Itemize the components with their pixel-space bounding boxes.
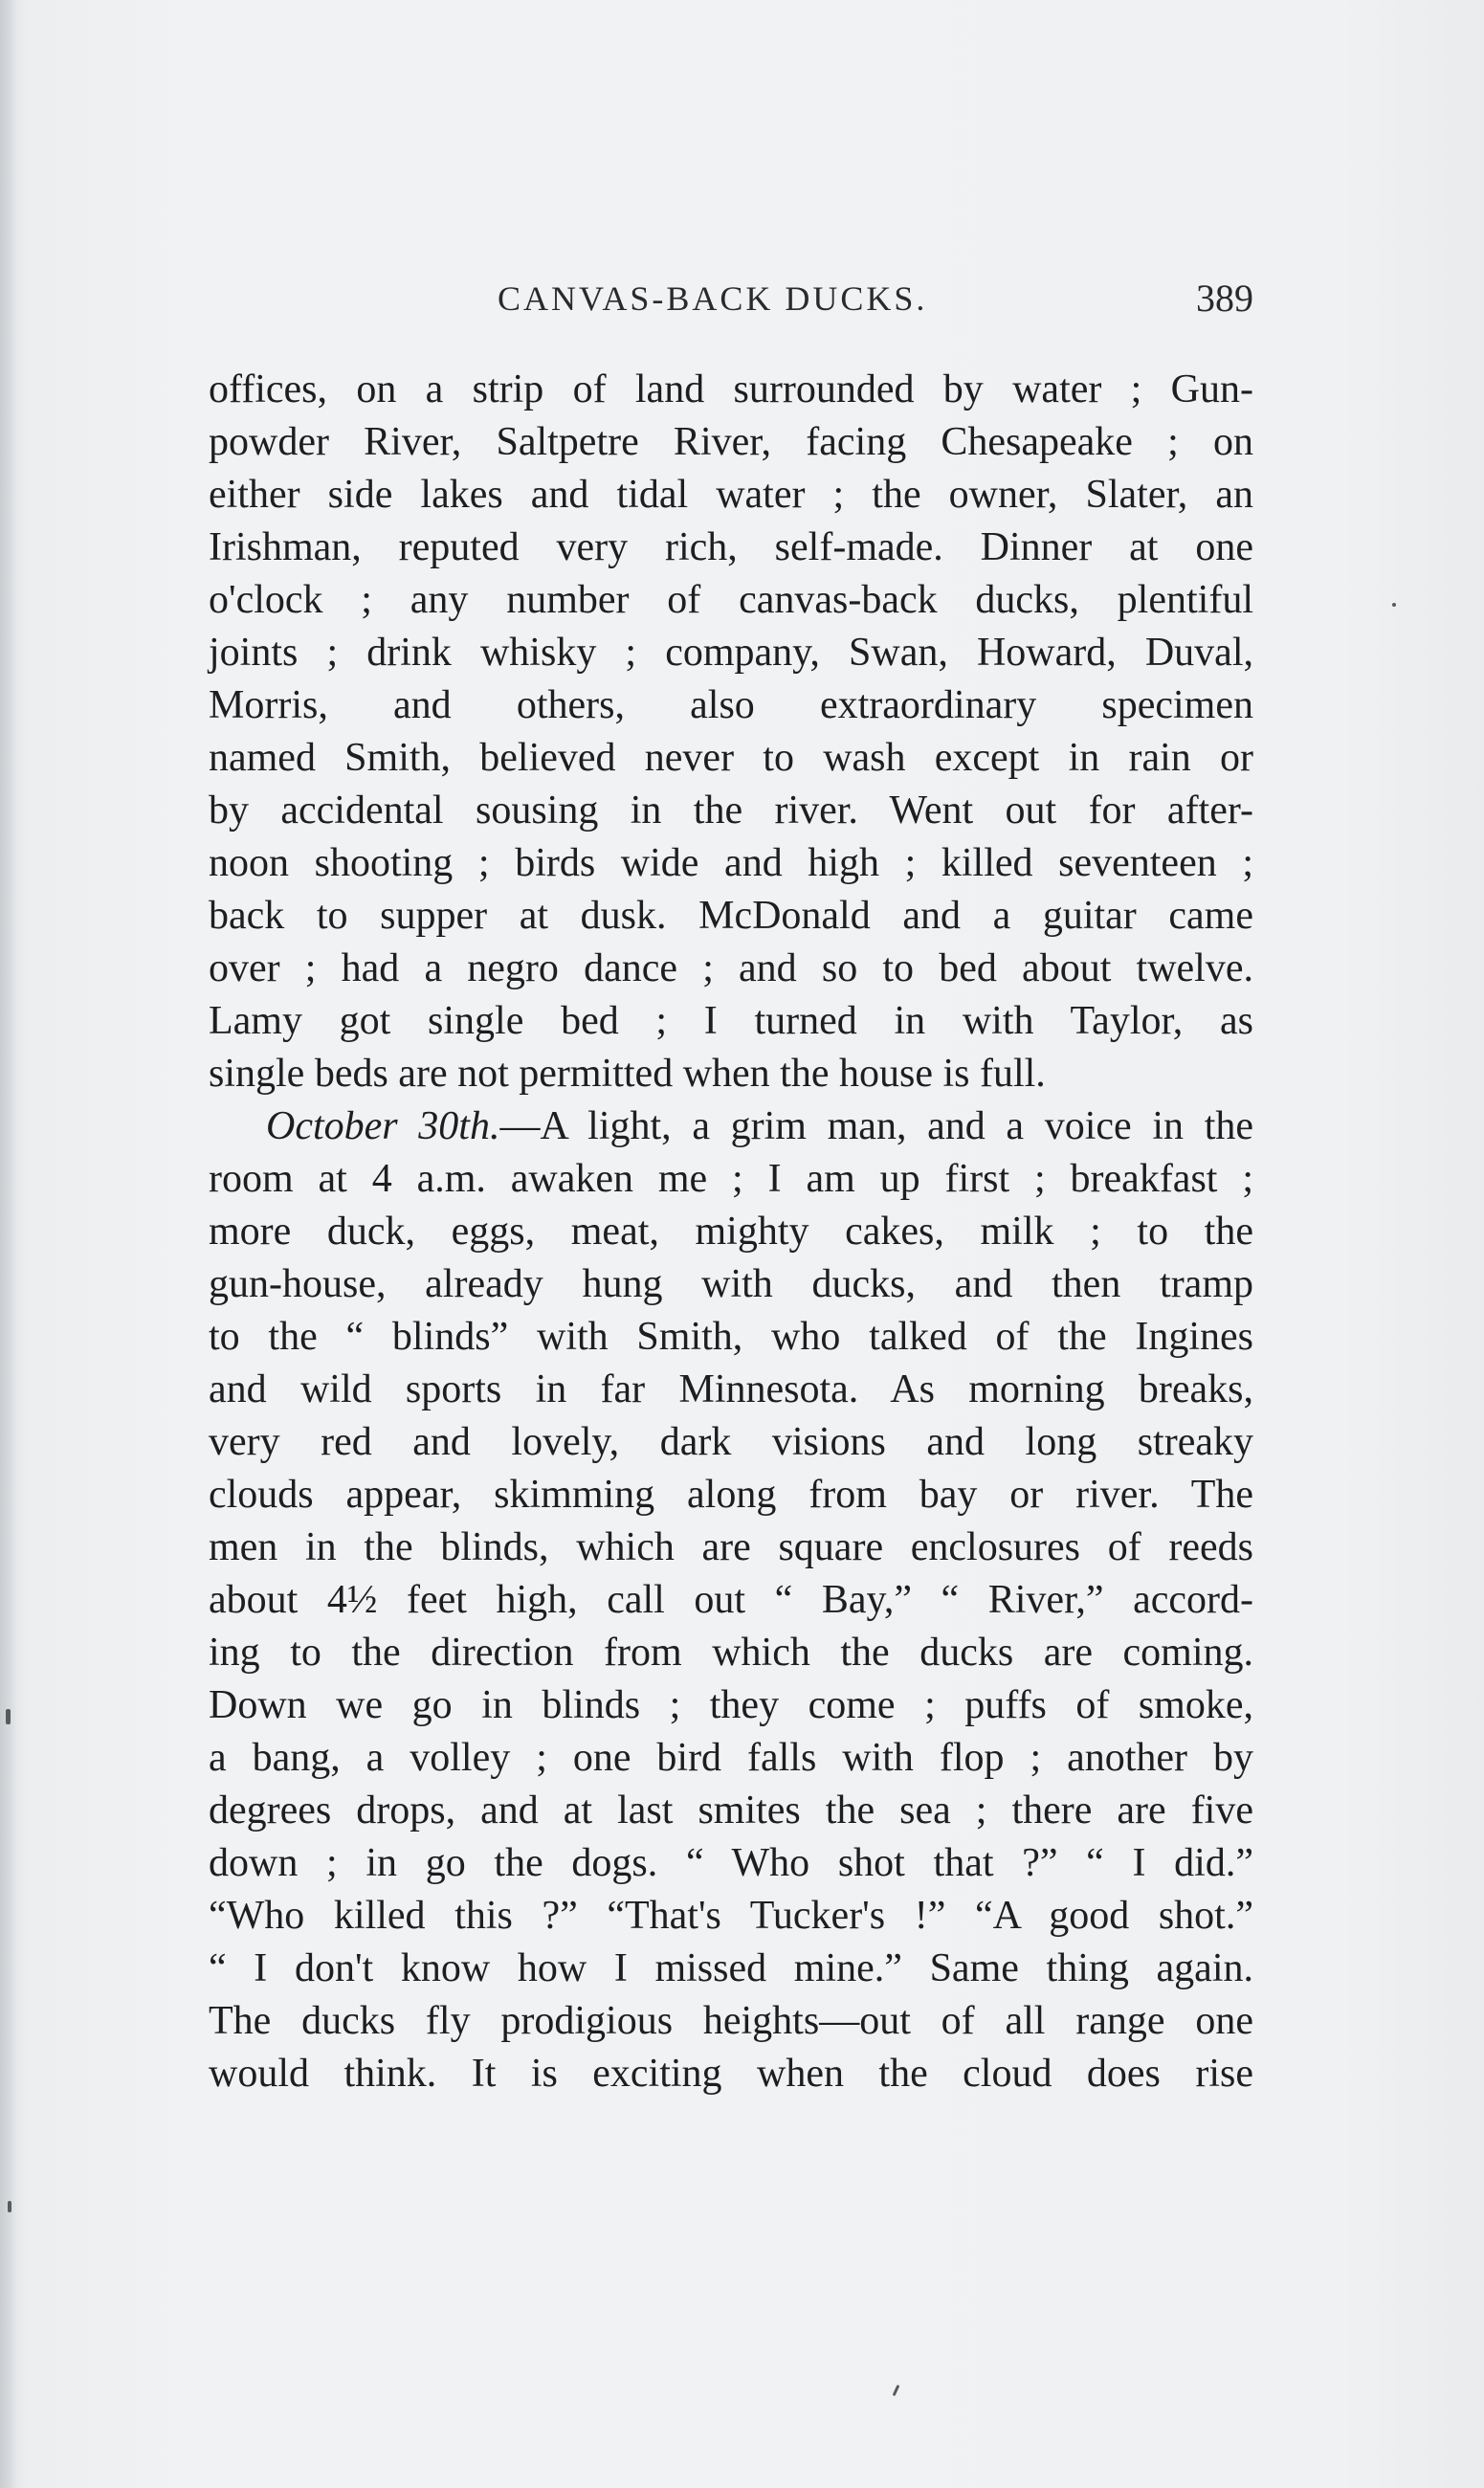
text-line: room at 4 a.m. awaken me ; I am up first ; breakfast ; bbox=[209, 1157, 1253, 1201]
text-line: would think. It is exciting when the cloud does rise bbox=[209, 2052, 1253, 2096]
text-line: “Who killed this ?” “That's Tucker's !” “A good shot.” bbox=[209, 1894, 1253, 1938]
running-title: CANVAS-BACK DUCKS. bbox=[498, 279, 928, 318]
text-line: powder River, Saltpetre River, facing Chesapeake ; on bbox=[209, 420, 1253, 464]
text-line: either side lakes and tidal water ; the owner, Slater, an bbox=[209, 473, 1253, 517]
text-line: degrees drops, and at last smites the sea ; there are five bbox=[209, 1788, 1253, 1833]
text-line: back to supper at dusk. McDonald and a guitar came bbox=[209, 894, 1253, 938]
scan-speck bbox=[893, 2385, 900, 2396]
text-line: down ; in go the dogs. “ Who shot that ?” “ I did.” bbox=[209, 1841, 1253, 1885]
text-line: The ducks fly prodigious heights—out of all range one bbox=[209, 1999, 1253, 2043]
text-line: Irishman, reputed very rich, self-made. Dinner at one bbox=[209, 525, 1253, 569]
paragraph-start-line bbox=[209, 1100, 1253, 1153]
text-line: Morris, and others, also extraordinary specimen bbox=[209, 683, 1253, 727]
text-line: “ I don't know how I missed mine.” Same thing again. bbox=[209, 1946, 1253, 1990]
scan-speck bbox=[1392, 603, 1396, 607]
text-line: single beds are not permitted when the house is full. bbox=[209, 1052, 1046, 1096]
text-line: gun-house, already hung with ducks, and then tramp bbox=[209, 1262, 1253, 1306]
date-heading: October 30th. bbox=[266, 1104, 500, 1148]
text-line: Lamy got single bed ; I turned in with Taylor, as bbox=[209, 999, 1253, 1043]
text-line: over ; had a negro dance ; and so to bed about twelve. bbox=[209, 946, 1253, 990]
text-line: more duck, eggs, meat, mighty cakes, milk ; to the bbox=[209, 1210, 1253, 1254]
text-line: by accidental sousing in the river. Went out for after- bbox=[209, 789, 1253, 833]
page-header bbox=[498, 270, 1253, 327]
text-line: to the “ blinds” with Smith, who talked of the Ingines bbox=[209, 1315, 1253, 1359]
body-text bbox=[209, 364, 1253, 2100]
scan-speck bbox=[8, 2201, 11, 2212]
text-line: very red and lovely, dark visions and long streaky bbox=[209, 1420, 1253, 1464]
scan-speck bbox=[6, 1709, 11, 1724]
text-line: men in the blinds, which are square enclosures of reeds bbox=[209, 1525, 1253, 1569]
page-number: 389 bbox=[1196, 277, 1253, 320]
text-line: o'clock ; any number of canvas-back ducks, plentiful bbox=[209, 578, 1253, 622]
text-line: and wild sports in far Minnesota. As morning breaks, bbox=[209, 1367, 1253, 1411]
text-line: Down we go in blinds ; they come ; puffs of smoke, bbox=[209, 1683, 1253, 1727]
text-line: offices, on a strip of land surrounded by water ; Gun- bbox=[209, 367, 1253, 411]
text-line: joints ; drink whisky ; company, Swan, Howard, Duval, bbox=[209, 631, 1253, 675]
text-line: clouds appear, skimming along from bay or river. The bbox=[209, 1473, 1253, 1517]
spine-shadow bbox=[0, 0, 17, 2488]
text-line: about 4½ feet high, call out “ Bay,” “ River,” accord- bbox=[209, 1578, 1253, 1622]
text-line: noon shooting ; birds wide and high ; killed seventeen ; bbox=[209, 841, 1253, 885]
text-line: named Smith, believed never to wash except in rain or bbox=[209, 736, 1253, 780]
text-run: —A light, a grim man, and a voice in the bbox=[499, 1104, 1253, 1148]
text-line: a bang, a volley ; one bird falls with flop ; another by bbox=[209, 1736, 1253, 1780]
text-line: ing to the direction from which the ducks are coming. bbox=[209, 1631, 1253, 1675]
